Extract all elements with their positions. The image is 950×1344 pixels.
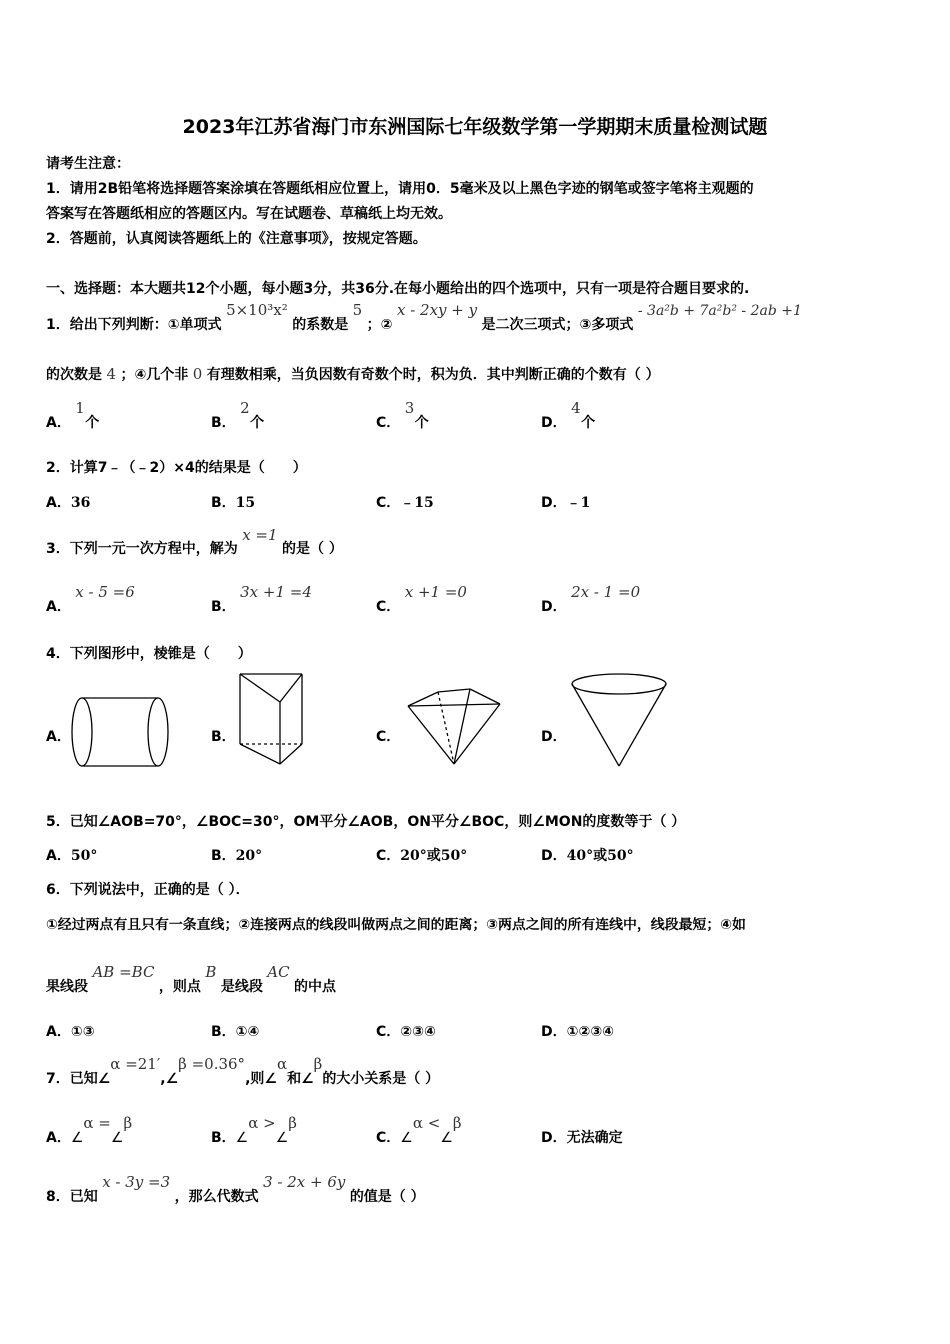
q2-option-c[interactable] [376,492,434,512]
q8-text-1: 8．已知 [46,1189,98,1205]
q7-math-alpha-sym: α [276,1055,288,1073]
q1-line2-a: 的次数是 [46,367,102,383]
q7-option-a[interactable] [46,1113,133,1146]
q4-option-b-label[interactable]: B． [211,729,236,745]
q5-option-c[interactable] [376,845,467,865]
q7-option-b-angle1: ∠ [235,1130,249,1146]
q1-text-3: ；② [366,317,393,333]
q5-option-b-text: 20° [235,848,263,864]
q6-option-c[interactable] [376,1021,436,1041]
q7-option-c[interactable] [376,1113,462,1146]
q6-option-c-text: ②③④ [400,1024,436,1040]
q1-option-a-label: A． [46,415,71,431]
q1-math-coef: 5 [352,301,363,319]
q6-option-b[interactable] [211,1021,259,1041]
q1-text-4: 是二次三项式；③多项式 [481,317,634,333]
cylinder-figure [70,692,174,772]
pyramid-figure [404,684,504,768]
q1-option-d[interactable] [541,398,599,431]
q6-option-c-label: C． [376,1024,401,1040]
q7-option-b-angle2: ∠ [275,1130,289,1146]
q1-option-d-unit: 个 [581,415,596,431]
q7-option-b-beta: β [288,1114,297,1132]
page-title: 2023年江苏省海门市东洲国际七年级数学第一学期期末质量检测试题 [182,116,768,138]
cone-figure [570,672,668,770]
q1-option-b-num: 2 [240,399,250,417]
q7-option-c-angle1: ∠ [400,1130,413,1146]
question-1-line-2 [46,364,660,384]
q2-option-b-label: B． [211,495,236,511]
q1-math-zero: 0 [192,365,203,383]
q7-option-d-label: D． [541,1130,567,1146]
q3-option-d-label: D． [541,599,567,615]
question-1 [46,300,802,333]
q2-option-d-label: D． [541,495,567,511]
q7-text-5: 的大小关系是（ ） [322,1071,440,1087]
q3-math: x =1 [242,526,278,544]
q1-option-d-label: D． [541,415,567,431]
q4-option-a-label[interactable]: A． [46,729,71,745]
q6-text-2: ，则点 [158,979,201,995]
q7-text-2: ,∠ [160,1071,179,1087]
q5-option-d-label: D． [541,848,567,864]
q3-option-d[interactable] [541,582,641,615]
q7-option-c-label: C． [376,1130,401,1146]
question-7 [46,1054,440,1087]
question-2: 2．计算7﹣（﹣2）×4的结果是（ ） [46,460,307,476]
question-8 [46,1172,425,1205]
q2-option-d[interactable] [541,492,590,512]
q5-option-d-text: 40°或50° [566,848,634,864]
q1-option-b-label: B． [211,415,236,431]
q1-option-c-unit: 个 [414,415,429,431]
q1-option-c-num: 3 [404,399,415,417]
q2-option-a[interactable] [46,492,90,512]
q3-option-a[interactable] [46,582,135,615]
q8-text-2: ，那么代数式 [174,1189,259,1205]
q4-option-d-label[interactable]: D． [541,729,567,745]
q7-option-b[interactable] [211,1113,297,1146]
q6-option-d[interactable] [541,1021,614,1041]
q7-option-a-math: α = [83,1114,111,1132]
q6-option-b-label: B． [211,1024,236,1040]
q2-option-b[interactable] [211,492,255,512]
q5-option-a-label: A． [46,848,71,864]
q7-option-a-label: A． [46,1130,71,1146]
q1-option-c-label: C． [376,415,401,431]
q1-option-c[interactable] [376,398,433,431]
q7-option-b-math: α > [248,1114,276,1132]
q1-text-2: 的系数是 [292,317,349,333]
q3-text-1: 3．下列一元一次方程中，解为 [46,541,238,557]
q3-option-b[interactable] [211,582,312,615]
section-heading: 一、选择题：本大题共12个小题，每小题3分，共36分.在每小题给出的四个选项中，只有一项是符合题目要求的. [46,281,750,297]
q3-option-a-math: x - 5 =6 [75,583,135,601]
q5-option-c-label: C． [376,848,401,864]
q5-option-d[interactable] [541,845,634,865]
q3-option-d-math: 2x - 1 =0 [571,583,641,601]
q6-math-b: B [205,963,217,981]
q1-option-d-num: 4 [571,399,581,417]
q7-text-4: 和∠ [287,1071,314,1087]
question-6: 6．下列说法中，正确的是（ ）． [46,882,250,898]
q5-option-b[interactable] [211,845,262,865]
q2-option-a-label: A． [46,495,71,511]
q2-option-d-text: ﹣1 [566,495,591,511]
q6-option-d-text: ①②③④ [566,1024,615,1040]
q2-option-c-text: ﹣15 [400,495,434,511]
question-5: 5．已知∠AOB=70°，∠BOC=30°，OM平分∠AOB，ON平分∠BOC，则∠MON的度数等于（ ） [46,814,686,830]
q7-math-beta-sym: β [313,1055,323,1073]
notice-line-1: 1．请用2B铅笔将选择题答案涂填在答题纸相应位置上，请用0．5毫米及以上黑色字迹的钢笔或签字笔将主观题的 [46,181,754,197]
q6-option-a-text: ①③ [70,1024,95,1040]
q1-option-b-unit: 个 [250,415,265,431]
q3-option-b-math: 3x +1 =4 [240,583,312,601]
q8-text-3: 的值是（ ） [349,1189,425,1205]
q7-option-d[interactable] [541,1127,623,1147]
q1-option-a-unit: 个 [85,415,100,431]
q5-option-b-label: B． [211,848,236,864]
q1-math-trinomial: x - 2xy + y [396,301,478,319]
q8-math-condition: x - 3y =3 [102,1173,171,1191]
notice-line-2: 答案写在答题纸相应的答题区内。写在试题卷、草稿纸上均无效。 [46,206,452,222]
q6-text-3: 是线段 [220,979,263,995]
q6-math-ab-bc: AB =BC [92,963,155,981]
q1-line2-c: 有理数相乘，当负因数有奇数个时，积为负．其中判断正确的个数有（ ） [206,367,660,383]
q7-math-alpha: α =21′ [110,1055,161,1073]
q7-option-b-label: B． [211,1130,236,1146]
q7-option-a-angle2: ∠ [110,1130,124,1146]
q2-option-a-text: 36 [70,495,91,511]
q7-text-1: 7．已知∠ [46,1071,111,1087]
q5-option-a[interactable] [46,845,97,865]
question-3 [46,525,343,557]
q1-line2-b: ；④几个非 [120,367,189,383]
prism-figure [234,670,306,770]
q5-option-c-text: 20°或50° [400,848,468,864]
q6-option-b-text: ①④ [235,1024,260,1040]
q7-option-a-angle1: ∠ [70,1130,84,1146]
q7-option-a-beta: β [123,1114,133,1132]
question-4: 4．下列图形中，棱锥是（ ） [46,646,252,662]
q1-option-a[interactable] [46,398,103,431]
q6-option-a-label: A． [46,1024,71,1040]
q7-text-3: ,则∠ [245,1071,277,1087]
q6-statement-4 [46,962,337,995]
q1-option-a-num: 1 [75,399,85,417]
q6-option-a[interactable] [46,1021,95,1041]
q3-option-a-label: A． [46,599,71,615]
q7-math-beta: β =0.36° [178,1055,246,1073]
q5-option-a-text: 50° [70,848,98,864]
q1-text-1: 1．给出下列判断：①单项式 [46,317,222,333]
q2-option-c-label: C． [376,495,401,511]
notice-line-3: 2．答题前，认真阅读答题纸上的《注意事项》，按规定答题。 [46,231,427,247]
q7-option-d-text: 无法确定 [566,1130,623,1146]
q3-option-c-label: C． [376,599,401,615]
q6-math-ac: AC [267,963,290,981]
q1-option-b[interactable] [211,398,268,431]
q7-option-c-math: α < [412,1114,441,1132]
q8-math-expression: 3 - 2x + 6y [263,1173,346,1191]
q2-option-b-text: 15 [235,495,256,511]
q1-math-monomial: 5×10³x² [226,301,288,319]
q1-math-degree: 4 [106,365,116,383]
q3-option-c-math: x +1 =0 [404,583,467,601]
q7-option-c-angle2: ∠ [440,1130,453,1146]
q6-text-1: 果线段 [46,979,88,995]
q6-text-4: 的中点 [294,979,337,995]
q6-statements: ①经过两点有且只有一条直线；②连接两点的线段叫做两点之间的距离；③两点之间的所有连线中，线段最短；④如 [46,917,746,933]
notice-heading: 请考生注意： [46,156,130,172]
q3-option-c[interactable] [376,582,467,615]
q3-text-2: 的是（ ） [282,541,343,557]
q4-option-c-label[interactable]: C． [376,729,401,745]
q6-option-d-label: D． [541,1024,567,1040]
q7-option-c-beta: β [452,1114,462,1132]
q1-math-polynomial: - 3a²b + 7a²b² - 2ab +1 [637,303,802,319]
q3-option-b-label: B． [211,599,236,615]
